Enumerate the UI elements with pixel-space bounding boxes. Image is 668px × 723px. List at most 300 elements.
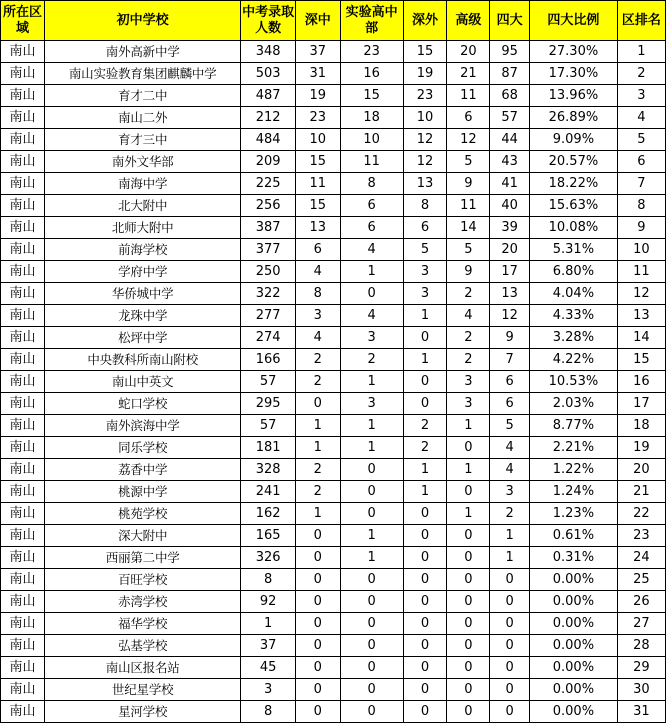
cell-district-rank: 14 <box>617 327 665 349</box>
cell-big-four-ratio: 13.96% <box>530 85 618 107</box>
cell-school: 西丽第二中学 <box>44 547 241 569</box>
cell-district: 南山 <box>1 195 45 217</box>
cell-gaoji: 0 <box>447 481 490 503</box>
cell-shiyan: 1 <box>340 415 403 437</box>
cell-district: 南山 <box>1 239 45 261</box>
cell-shenzhong: 37 <box>295 41 340 63</box>
cell-school: 福华学校 <box>44 613 241 635</box>
cell-gaoji: 0 <box>447 547 490 569</box>
cell-shenzhong: 15 <box>295 195 340 217</box>
cell-shenzhong: 2 <box>295 459 340 481</box>
header-admitted-count: 中考录取人数 <box>241 1 295 41</box>
cell-district: 南山 <box>1 283 45 305</box>
cell-admitted-count: 209 <box>241 151 295 173</box>
cell-shenwai: 0 <box>403 371 447 393</box>
cell-big-four-ratio: 10.08% <box>530 217 618 239</box>
cell-school: 星河学校 <box>44 701 241 723</box>
cell-big-four: 0 <box>490 701 530 723</box>
cell-shenzhong: 6 <box>295 239 340 261</box>
cell-big-four: 95 <box>490 41 530 63</box>
cell-shiyan: 1 <box>340 371 403 393</box>
cell-shenwai: 1 <box>403 459 447 481</box>
cell-big-four-ratio: 8.77% <box>530 415 618 437</box>
cell-admitted-count: 328 <box>241 459 295 481</box>
header-row <box>1 1 666 41</box>
cell-big-four-ratio: 0.00% <box>530 613 618 635</box>
cell-school: 华侨城中学 <box>44 283 241 305</box>
cell-gaoji: 21 <box>447 63 490 85</box>
cell-shenzhong: 0 <box>295 393 340 415</box>
cell-shenwai: 10 <box>403 107 447 129</box>
cell-gaoji: 5 <box>447 239 490 261</box>
cell-school: 南海中学 <box>44 173 241 195</box>
cell-shenzhong: 1 <box>295 503 340 525</box>
cell-big-four-ratio: 0.00% <box>530 591 618 613</box>
cell-big-four-ratio: 1.24% <box>530 481 618 503</box>
cell-district-rank: 20 <box>617 459 665 481</box>
cell-big-four: 3 <box>490 481 530 503</box>
cell-gaoji: 0 <box>447 525 490 547</box>
cell-gaoji: 1 <box>447 415 490 437</box>
table-row <box>1 349 666 371</box>
cell-shenzhong: 31 <box>295 63 340 85</box>
cell-shenzhong: 15 <box>295 151 340 173</box>
cell-big-four-ratio: 4.22% <box>530 349 618 371</box>
cell-school: 南外滨海中学 <box>44 415 241 437</box>
table-row <box>1 41 666 63</box>
header-district-rank: 区排名 <box>617 1 665 41</box>
table-row <box>1 503 666 525</box>
header-shiyan: 实验高中部 <box>340 1 403 41</box>
cell-big-four: 2 <box>490 503 530 525</box>
cell-big-four-ratio: 0.00% <box>530 701 618 723</box>
cell-school: 龙珠中学 <box>44 305 241 327</box>
cell-shenwai: 0 <box>403 327 447 349</box>
table-row <box>1 657 666 679</box>
cell-district-rank: 23 <box>617 525 665 547</box>
cell-district-rank: 9 <box>617 217 665 239</box>
cell-shenzhong: 11 <box>295 173 340 195</box>
cell-big-four-ratio: 0.00% <box>530 569 618 591</box>
cell-shenwai: 0 <box>403 591 447 613</box>
cell-shiyan: 23 <box>340 41 403 63</box>
cell-shenwai: 23 <box>403 85 447 107</box>
cell-shenwai: 15 <box>403 41 447 63</box>
cell-big-four: 43 <box>490 151 530 173</box>
cell-shiyan: 1 <box>340 261 403 283</box>
cell-district: 南山 <box>1 525 45 547</box>
cell-gaoji: 0 <box>447 613 490 635</box>
cell-shiyan: 0 <box>340 701 403 723</box>
cell-school: 前海学校 <box>44 239 241 261</box>
cell-school: 学府中学 <box>44 261 241 283</box>
table-row <box>1 635 666 657</box>
cell-district: 南山 <box>1 173 45 195</box>
cell-shenwai: 0 <box>403 613 447 635</box>
cell-shiyan: 2 <box>340 349 403 371</box>
cell-big-four: 0 <box>490 591 530 613</box>
cell-admitted-count: 57 <box>241 415 295 437</box>
cell-big-four-ratio: 6.80% <box>530 261 618 283</box>
cell-big-four: 68 <box>490 85 530 107</box>
cell-district-rank: 7 <box>617 173 665 195</box>
cell-big-four-ratio: 0.00% <box>530 635 618 657</box>
cell-district: 南山 <box>1 481 45 503</box>
cell-district: 南山 <box>1 503 45 525</box>
cell-big-four-ratio: 4.33% <box>530 305 618 327</box>
cell-shiyan: 0 <box>340 679 403 701</box>
cell-gaoji: 0 <box>447 701 490 723</box>
cell-admitted-count: 8 <box>241 569 295 591</box>
cell-admitted-count: 274 <box>241 327 295 349</box>
cell-district: 南山 <box>1 569 45 591</box>
cell-shiyan: 0 <box>340 459 403 481</box>
cell-shenwai: 8 <box>403 195 447 217</box>
table-row <box>1 305 666 327</box>
cell-admitted-count: 212 <box>241 107 295 129</box>
cell-gaoji: 6 <box>447 107 490 129</box>
cell-district: 南山 <box>1 701 45 723</box>
cell-shenwai: 0 <box>403 503 447 525</box>
cell-school: 蛇口学校 <box>44 393 241 415</box>
cell-shenwai: 0 <box>403 569 447 591</box>
cell-big-four-ratio: 0.00% <box>530 657 618 679</box>
cell-shenzhong: 13 <box>295 217 340 239</box>
cell-gaoji: 14 <box>447 217 490 239</box>
cell-school: 桃苑学校 <box>44 503 241 525</box>
cell-school: 同乐学校 <box>44 437 241 459</box>
cell-district-rank: 18 <box>617 415 665 437</box>
cell-district-rank: 26 <box>617 591 665 613</box>
cell-district: 南山 <box>1 349 45 371</box>
cell-admitted-count: 92 <box>241 591 295 613</box>
cell-shiyan: 3 <box>340 327 403 349</box>
cell-district: 南山 <box>1 415 45 437</box>
cell-shiyan: 6 <box>340 195 403 217</box>
cell-big-four: 4 <box>490 437 530 459</box>
cell-shenwai: 0 <box>403 525 447 547</box>
cell-district-rank: 6 <box>617 151 665 173</box>
cell-gaoji: 20 <box>447 41 490 63</box>
cell-district-rank: 5 <box>617 129 665 151</box>
cell-district: 南山 <box>1 657 45 679</box>
cell-district-rank: 21 <box>617 481 665 503</box>
cell-big-four: 1 <box>490 525 530 547</box>
cell-big-four: 0 <box>490 613 530 635</box>
cell-big-four: 57 <box>490 107 530 129</box>
cell-shenwai: 0 <box>403 701 447 723</box>
cell-big-four: 1 <box>490 547 530 569</box>
cell-gaoji: 11 <box>447 195 490 217</box>
cell-admitted-count: 162 <box>241 503 295 525</box>
cell-school: 世纪星学校 <box>44 679 241 701</box>
cell-big-four-ratio: 9.09% <box>530 129 618 151</box>
cell-district-rank: 19 <box>617 437 665 459</box>
cell-school: 南山中英文 <box>44 371 241 393</box>
cell-district-rank: 27 <box>617 613 665 635</box>
cell-admitted-count: 277 <box>241 305 295 327</box>
table-row <box>1 173 666 195</box>
cell-district-rank: 11 <box>617 261 665 283</box>
cell-shiyan: 0 <box>340 283 403 305</box>
cell-admitted-count: 256 <box>241 195 295 217</box>
cell-district: 南山 <box>1 679 45 701</box>
cell-big-four-ratio: 1.22% <box>530 459 618 481</box>
cell-big-four-ratio: 18.22% <box>530 173 618 195</box>
cell-shiyan: 0 <box>340 613 403 635</box>
header-shenzhong: 深中 <box>295 1 340 41</box>
cell-big-four-ratio: 4.04% <box>530 283 618 305</box>
cell-shenzhong: 3 <box>295 305 340 327</box>
cell-gaoji: 2 <box>447 283 490 305</box>
table-row <box>1 393 666 415</box>
cell-admitted-count: 1 <box>241 613 295 635</box>
cell-district-rank: 1 <box>617 41 665 63</box>
cell-district: 南山 <box>1 327 45 349</box>
cell-district-rank: 30 <box>617 679 665 701</box>
cell-gaoji: 3 <box>447 393 490 415</box>
cell-admitted-count: 8 <box>241 701 295 723</box>
cell-admitted-count: 250 <box>241 261 295 283</box>
cell-shenwai: 12 <box>403 129 447 151</box>
cell-admitted-count: 326 <box>241 547 295 569</box>
cell-shiyan: 4 <box>340 239 403 261</box>
cell-district-rank: 31 <box>617 701 665 723</box>
cell-big-four-ratio: 0.61% <box>530 525 618 547</box>
cell-gaoji: 2 <box>447 349 490 371</box>
cell-admitted-count: 503 <box>241 63 295 85</box>
cell-district-rank: 2 <box>617 63 665 85</box>
cell-big-four: 6 <box>490 371 530 393</box>
cell-district: 南山 <box>1 371 45 393</box>
cell-shenzhong: 2 <box>295 371 340 393</box>
cell-shiyan: 10 <box>340 129 403 151</box>
cell-district: 南山 <box>1 305 45 327</box>
cell-school: 桃源中学 <box>44 481 241 503</box>
cell-shenwai: 13 <box>403 173 447 195</box>
cell-shenwai: 2 <box>403 437 447 459</box>
cell-big-four: 20 <box>490 239 530 261</box>
cell-school: 育才三中 <box>44 129 241 151</box>
cell-district: 南山 <box>1 85 45 107</box>
cell-shenzhong: 0 <box>295 591 340 613</box>
cell-big-four-ratio: 3.28% <box>530 327 618 349</box>
cell-shiyan: 3 <box>340 393 403 415</box>
table-row <box>1 327 666 349</box>
cell-shenwai: 0 <box>403 393 447 415</box>
cell-gaoji: 1 <box>447 459 490 481</box>
cell-shenzhong: 19 <box>295 85 340 107</box>
cell-district-rank: 4 <box>617 107 665 129</box>
cell-big-four: 0 <box>490 635 530 657</box>
cell-shenzhong: 0 <box>295 679 340 701</box>
header-district: 所在区域 <box>1 1 45 41</box>
cell-big-four: 5 <box>490 415 530 437</box>
cell-admitted-count: 295 <box>241 393 295 415</box>
cell-admitted-count: 377 <box>241 239 295 261</box>
cell-district: 南山 <box>1 217 45 239</box>
header-big-four: 四大 <box>490 1 530 41</box>
cell-shiyan: 1 <box>340 525 403 547</box>
table-row <box>1 547 666 569</box>
cell-shenzhong: 0 <box>295 547 340 569</box>
table-body <box>1 41 666 723</box>
cell-district: 南山 <box>1 613 45 635</box>
cell-district: 南山 <box>1 437 45 459</box>
cell-shenzhong: 2 <box>295 481 340 503</box>
cell-gaoji: 11 <box>447 85 490 107</box>
cell-shenzhong: 1 <box>295 415 340 437</box>
cell-big-four-ratio: 0.00% <box>530 679 618 701</box>
cell-shenwai: 12 <box>403 151 447 173</box>
cell-shenwai: 6 <box>403 217 447 239</box>
cell-shenwai: 0 <box>403 679 447 701</box>
cell-admitted-count: 487 <box>241 85 295 107</box>
cell-big-four: 17 <box>490 261 530 283</box>
cell-district: 南山 <box>1 41 45 63</box>
cell-shiyan: 8 <box>340 173 403 195</box>
cell-shenzhong: 8 <box>295 283 340 305</box>
cell-school: 赤湾学校 <box>44 591 241 613</box>
cell-shiyan: 15 <box>340 85 403 107</box>
cell-big-four-ratio: 5.31% <box>530 239 618 261</box>
cell-gaoji: 3 <box>447 371 490 393</box>
cell-big-four: 41 <box>490 173 530 195</box>
table-row <box>1 437 666 459</box>
cell-district: 南山 <box>1 107 45 129</box>
cell-shiyan: 18 <box>340 107 403 129</box>
table-row <box>1 459 666 481</box>
table-row <box>1 151 666 173</box>
cell-shenwai: 0 <box>403 635 447 657</box>
cell-gaoji: 2 <box>447 327 490 349</box>
cell-gaoji: 12 <box>447 129 490 151</box>
cell-big-four: 7 <box>490 349 530 371</box>
header-shenwai: 深外 <box>403 1 447 41</box>
cell-shenwai: 1 <box>403 305 447 327</box>
cell-school: 南外文华部 <box>44 151 241 173</box>
cell-school: 荔香中学 <box>44 459 241 481</box>
table-row <box>1 217 666 239</box>
cell-district-rank: 12 <box>617 283 665 305</box>
cell-shenzhong: 1 <box>295 437 340 459</box>
table-row <box>1 85 666 107</box>
cell-admitted-count: 45 <box>241 657 295 679</box>
cell-admitted-count: 241 <box>241 481 295 503</box>
cell-shiyan: 4 <box>340 305 403 327</box>
cell-big-four: 39 <box>490 217 530 239</box>
cell-shenwai: 19 <box>403 63 447 85</box>
cell-big-four-ratio: 15.63% <box>530 195 618 217</box>
cell-district-rank: 15 <box>617 349 665 371</box>
cell-admitted-count: 37 <box>241 635 295 657</box>
cell-big-four: 0 <box>490 657 530 679</box>
table-row <box>1 679 666 701</box>
cell-big-four: 9 <box>490 327 530 349</box>
cell-district-rank: 16 <box>617 371 665 393</box>
cell-shiyan: 0 <box>340 657 403 679</box>
cell-big-four-ratio: 2.21% <box>530 437 618 459</box>
cell-big-four: 0 <box>490 569 530 591</box>
cell-shenwai: 0 <box>403 547 447 569</box>
cell-shenzhong: 0 <box>295 657 340 679</box>
cell-gaoji: 0 <box>447 591 490 613</box>
cell-big-four: 44 <box>490 129 530 151</box>
cell-gaoji: 1 <box>447 503 490 525</box>
cell-district: 南山 <box>1 129 45 151</box>
cell-shenzhong: 0 <box>295 613 340 635</box>
cell-district: 南山 <box>1 151 45 173</box>
cell-big-four-ratio: 2.03% <box>530 393 618 415</box>
cell-shiyan: 11 <box>340 151 403 173</box>
cell-gaoji: 9 <box>447 261 490 283</box>
cell-gaoji: 9 <box>447 173 490 195</box>
cell-school: 深大附中 <box>44 525 241 547</box>
cell-shenzhong: 2 <box>295 349 340 371</box>
cell-big-four-ratio: 10.53% <box>530 371 618 393</box>
cell-district-rank: 3 <box>617 85 665 107</box>
cell-shenzhong: 4 <box>295 261 340 283</box>
cell-school: 南外高新中学 <box>44 41 241 63</box>
table-row <box>1 415 666 437</box>
cell-district-rank: 13 <box>617 305 665 327</box>
table-row <box>1 371 666 393</box>
cell-shiyan: 0 <box>340 591 403 613</box>
cell-district-rank: 17 <box>617 393 665 415</box>
cell-shenzhong: 23 <box>295 107 340 129</box>
cell-school: 南山实验教育集团麒麟中学 <box>44 63 241 85</box>
table-row <box>1 107 666 129</box>
cell-big-four-ratio: 0.31% <box>530 547 618 569</box>
cell-big-four: 87 <box>490 63 530 85</box>
cell-big-four-ratio: 20.57% <box>530 151 618 173</box>
cell-shenwai: 1 <box>403 481 447 503</box>
cell-school: 育才二中 <box>44 85 241 107</box>
cell-gaoji: 0 <box>447 569 490 591</box>
cell-admitted-count: 387 <box>241 217 295 239</box>
cell-shiyan: 1 <box>340 437 403 459</box>
table-row <box>1 613 666 635</box>
cell-shenzhong: 0 <box>295 569 340 591</box>
table-row <box>1 525 666 547</box>
cell-shiyan: 1 <box>340 547 403 569</box>
cell-school: 北师大附中 <box>44 217 241 239</box>
cell-gaoji: 0 <box>447 679 490 701</box>
cell-shenzhong: 0 <box>295 701 340 723</box>
table-row <box>1 129 666 151</box>
header-school: 初中学校 <box>44 1 241 41</box>
cell-shenwai: 3 <box>403 261 447 283</box>
cell-admitted-count: 181 <box>241 437 295 459</box>
cell-district: 南山 <box>1 393 45 415</box>
cell-big-four: 40 <box>490 195 530 217</box>
cell-admitted-count: 3 <box>241 679 295 701</box>
cell-district-rank: 29 <box>617 657 665 679</box>
cell-district-rank: 10 <box>617 239 665 261</box>
cell-shenzhong: 0 <box>295 635 340 657</box>
cell-school: 南山区报名站 <box>44 657 241 679</box>
cell-shenwai: 5 <box>403 239 447 261</box>
cell-admitted-count: 165 <box>241 525 295 547</box>
cell-gaoji: 0 <box>447 657 490 679</box>
cell-shenzhong: 4 <box>295 327 340 349</box>
cell-district-rank: 25 <box>617 569 665 591</box>
header-gaoji: 高级 <box>447 1 490 41</box>
table-row <box>1 283 666 305</box>
cell-district: 南山 <box>1 459 45 481</box>
header-big-four-ratio: 四大比例 <box>530 1 618 41</box>
cell-shiyan: 0 <box>340 503 403 525</box>
